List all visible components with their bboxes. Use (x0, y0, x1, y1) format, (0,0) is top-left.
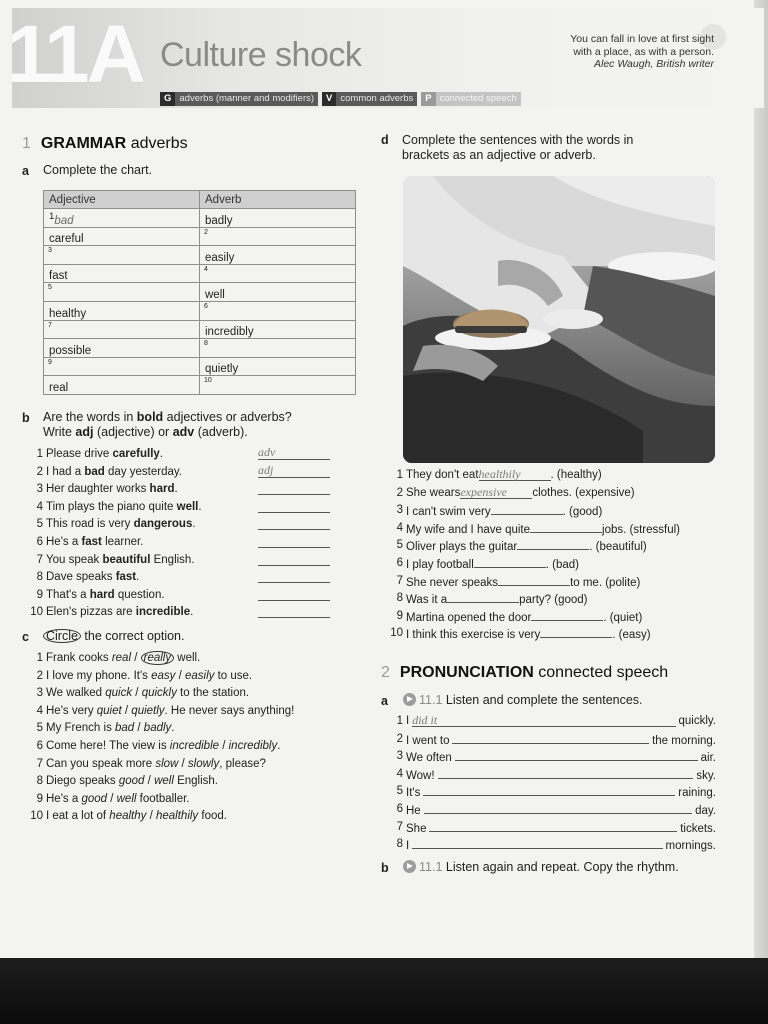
list-item (390, 731, 720, 749)
adjective-cell (44, 227, 200, 246)
answer-blank[interactable] (491, 502, 563, 515)
item-sentence: She never speaks to me. (polite) (406, 573, 640, 593)
list-item (30, 481, 340, 499)
item-sentence: Oliver plays the guitar . (beautiful) (406, 537, 647, 557)
adjective-cell (44, 376, 200, 395)
item-sentence: I love my phone. It's easy / easily to use. (46, 669, 253, 682)
adverb-cell[interactable] (200, 301, 356, 320)
option-2[interactable]: quickly (141, 687, 177, 700)
section-heading-bold: GRAMMAR (40, 135, 127, 152)
chart-row (44, 301, 356, 320)
list-item (30, 446, 340, 464)
item-sentence: She tickets. (406, 819, 716, 839)
item-number: 10 (390, 627, 403, 640)
page-title: Culture shock (160, 36, 362, 74)
item-number: 5 (396, 785, 403, 798)
adjective-cell (44, 264, 200, 283)
item-sentence: Diego speaks good / well English. (46, 775, 218, 788)
answer-blank[interactable] (531, 608, 603, 621)
item-number: 6 (396, 802, 403, 815)
item-number: 8 (36, 775, 43, 788)
item-sentence: Frank cooks real / really well. (46, 652, 201, 664)
section-1-heading (22, 135, 188, 153)
item-sentence: She wears expensive clothes. (expensive) (406, 484, 635, 499)
option-2[interactable]: slowly (187, 757, 220, 770)
adverb-cell (200, 357, 356, 376)
circle-word: Circle (43, 629, 81, 643)
adjective-text: possible (49, 344, 92, 357)
exercise-letter-b: b (22, 411, 30, 425)
list-item (390, 766, 720, 784)
row-number: 8 (204, 340, 208, 348)
item-number: 8 (396, 592, 403, 605)
list-item (30, 756, 350, 774)
list-item (390, 573, 720, 591)
item-number: 4 (396, 767, 403, 780)
example-answer: adv (258, 445, 276, 459)
tag-text: connected speech (436, 92, 521, 106)
answer-blank[interactable] (517, 537, 589, 550)
item-sentence: My French is bad / badly. (46, 722, 175, 735)
adverb-cell (200, 283, 356, 302)
item-number: 1 (36, 652, 43, 664)
answer-blank[interactable] (258, 569, 330, 583)
row-number: 2 (204, 228, 208, 236)
exercise-b-list (30, 446, 340, 622)
list-item (390, 783, 720, 801)
row-number: 10 (204, 377, 212, 385)
adjective-adverb-chart (43, 190, 356, 395)
chart-row (44, 264, 356, 283)
audio-play-icon[interactable] (403, 693, 416, 706)
answer-blank[interactable]: expensive (460, 486, 532, 499)
item-sentence: Please drive carefully. (46, 448, 163, 460)
exercise-2a-list (390, 713, 720, 854)
adverb-cell[interactable] (200, 264, 356, 283)
exercise-d-list (390, 467, 720, 643)
list-item (390, 537, 720, 555)
adjective-text: careful (49, 233, 84, 246)
row-number: 6 (204, 302, 208, 310)
item-number: 1 (396, 469, 403, 481)
answer-blank[interactable] (438, 766, 694, 779)
option-1[interactable]: healthy (109, 810, 147, 823)
item-sentence: He day. (406, 801, 716, 821)
option-1[interactable]: quick (105, 687, 133, 700)
quote-line-1: You can fall in love at first sight (570, 33, 714, 45)
item-number: 10 (30, 606, 43, 619)
item-number: 9 (36, 792, 43, 805)
item-sentence: I think this exercise is very . (easy) (406, 625, 651, 645)
option-1[interactable]: incredible (169, 739, 220, 752)
answer-blank[interactable] (447, 590, 519, 603)
exercise-b-instruction: Are the words in bold adjectives or adverbs? Write adj (adjective) or adv (adverb). (43, 410, 292, 439)
section-heading-rest: connected speech (538, 664, 669, 681)
row-number: 9 (48, 358, 52, 366)
answer-blank[interactable] (429, 819, 677, 832)
scanner-bottom-band (0, 958, 768, 1024)
answer-blank[interactable]: did it (412, 714, 675, 727)
list-item (30, 650, 350, 668)
tag-text: adverbs (manner and modifiers) (175, 92, 318, 106)
adjective-text: real (49, 381, 69, 394)
chart-row (44, 339, 356, 358)
option-2[interactable]: well (154, 775, 174, 788)
list-item (390, 748, 720, 766)
exercise-2b-instruction: 11.1 Listen again and repeat. Copy the rhythm. (403, 860, 679, 875)
item-sentence: Was it a party? (good) (406, 590, 588, 610)
list-item (30, 685, 350, 703)
quote-line-2: with a place, as with a person. (573, 45, 714, 58)
answer-blank[interactable] (424, 801, 692, 814)
item-number: 2 (36, 669, 43, 682)
exercise-2a-letter: a (381, 694, 388, 708)
list-item (390, 608, 720, 626)
item-sentence: Wow! sky. (406, 766, 716, 786)
option-2[interactable]: easily (185, 669, 215, 682)
adjective-text: fast (49, 270, 68, 283)
people-eating-burgers-photo (403, 176, 715, 463)
option-2[interactable]: badly (143, 722, 172, 735)
answer-blank[interactable] (498, 573, 570, 586)
exercise-c-list (30, 650, 350, 826)
list-item (390, 819, 720, 837)
item-number: 8 (396, 838, 403, 851)
adverb-text: easily (205, 251, 235, 264)
answer-blank[interactable] (412, 836, 662, 849)
list-item (390, 467, 720, 485)
list-item (30, 703, 350, 721)
chart-header-adjective: Adjective (44, 191, 200, 209)
item-sentence: I play football . (bad) (406, 555, 579, 575)
exercise-2b-letter: b (381, 861, 389, 875)
answer-blank[interactable] (423, 783, 675, 796)
exercise-a-instruction: Complete the chart. (43, 163, 153, 177)
item-number: 8 (36, 571, 43, 584)
row-number: 1 (49, 210, 55, 222)
tag-key: G (160, 92, 175, 106)
item-number: 5 (36, 722, 43, 735)
item-sentence: Dave speaks fast. (46, 571, 140, 584)
item-sentence: My wife and I have quite jobs. (stressful) (406, 520, 680, 540)
list-item (390, 555, 720, 573)
item-sentence: He's very quiet / quietly. He never says anything! (46, 704, 295, 717)
list-item (30, 738, 350, 756)
item-sentence: It's raining. (406, 783, 716, 803)
option-1[interactable]: real (111, 652, 132, 664)
item-number: 6 (36, 535, 43, 548)
adverb-text: well (205, 288, 225, 301)
option-1[interactable]: bad (115, 722, 135, 735)
answer-blank[interactable] (474, 555, 546, 568)
item-sentence: We walked quick / quickly to the station. (46, 687, 250, 700)
item-number: 1 (36, 448, 43, 460)
adjective-cell[interactable] (44, 357, 200, 376)
tag-grammar (160, 92, 318, 106)
adjective-cell (44, 301, 200, 320)
list-item (390, 801, 720, 819)
chart-row (44, 357, 356, 376)
item-sentence: That's a hard question. (46, 588, 165, 601)
answer-blank[interactable] (540, 625, 612, 638)
adjective-cell (44, 209, 200, 228)
tag-pronunciation (421, 92, 520, 106)
item-sentence: I went to the morning. (406, 731, 716, 751)
adverb-cell (200, 246, 356, 265)
unit-number: 11A (6, 9, 143, 100)
chart-row (44, 376, 356, 395)
item-number: 2 (396, 486, 403, 499)
item-number: 7 (36, 757, 43, 770)
list-item (390, 836, 720, 854)
tag-key: V (322, 92, 336, 106)
item-number: 3 (36, 483, 43, 496)
adverb-text: quietly (205, 363, 239, 376)
option-2[interactable]: incredibly (228, 739, 278, 752)
list-item (390, 502, 720, 520)
option-1[interactable]: good (81, 792, 108, 805)
exercise-letter-c: c (22, 630, 29, 644)
item-number: 7 (396, 574, 403, 587)
tag-key: P (421, 92, 435, 106)
row-number: 3 (48, 247, 52, 255)
adverb-text: incredibly (205, 326, 254, 339)
list-item (30, 534, 340, 552)
adjective-cell (44, 339, 200, 358)
chart-row (44, 209, 356, 228)
item-sentence: I had a bad day yesterday. (46, 465, 182, 478)
item-sentence: I mornings. (406, 836, 716, 856)
exercise-d-instruction: Complete the sentences with the words in brackets as an adjective or adverb. (402, 133, 634, 162)
row-number: 5 (48, 284, 52, 292)
item-number: 4 (36, 500, 43, 513)
list-item (30, 791, 350, 809)
item-number: 7 (36, 553, 43, 566)
audio-play-icon[interactable] (403, 860, 416, 873)
item-number: 4 (36, 704, 43, 717)
chart-row (44, 320, 356, 339)
item-number: 10 (30, 810, 43, 823)
adjective-text: healthy (49, 307, 87, 320)
option-2[interactable]: healthily (155, 810, 199, 823)
answer-blank[interactable] (530, 520, 602, 533)
item-number: 5 (396, 539, 403, 552)
item-sentence: I eat a lot of healthy / healthily food. (46, 810, 227, 823)
answer-blank[interactable] (258, 481, 330, 495)
section-2-heading (381, 664, 668, 682)
item-number: 6 (36, 739, 43, 752)
section-number: 1 (22, 135, 31, 152)
list-item (390, 520, 720, 538)
adverb-cell[interactable] (200, 227, 356, 246)
answer-blank[interactable] (258, 516, 330, 530)
exercise-letter-a: a (22, 164, 29, 178)
adverb-cell[interactable] (200, 376, 356, 395)
item-sentence: Tim plays the piano quite well. (46, 500, 202, 513)
item-number: 6 (396, 556, 403, 569)
list-item (390, 713, 720, 731)
track-number: 11.1 (419, 860, 443, 874)
option-1[interactable]: quiet (96, 704, 122, 717)
answer-blank[interactable] (258, 499, 330, 513)
answer-blank[interactable]: healthily (479, 468, 551, 481)
list-item (30, 604, 340, 622)
adjective-cell[interactable] (44, 283, 200, 302)
example-answer: bad (54, 214, 74, 227)
item-number: 3 (36, 687, 43, 700)
chart-header-row (44, 191, 356, 209)
item-number: 1 (396, 715, 403, 727)
answer-blank[interactable] (455, 748, 698, 761)
adverb-text: badly (205, 214, 233, 227)
exercise-2a-instruction: 11.1 Listen and complete the sentences. (403, 693, 643, 708)
option-2[interactable]: really (141, 651, 174, 665)
item-number: 9 (36, 588, 43, 601)
item-sentence: He's a fast learner. (46, 535, 144, 548)
list-item (30, 499, 340, 517)
option-2[interactable]: quietly (131, 704, 165, 717)
row-number: 4 (204, 265, 208, 273)
answer-blank[interactable] (258, 587, 330, 601)
list-item (390, 625, 720, 643)
item-number: 2 (36, 465, 43, 478)
adverb-cell[interactable] (200, 339, 356, 358)
item-number: 3 (396, 750, 403, 763)
item-sentence: I can't swim very . (good) (406, 502, 602, 522)
chart-row (44, 283, 356, 302)
exercise-letter-d: d (381, 133, 389, 147)
item-sentence: Elen's pizzas are incredible. (46, 606, 194, 619)
section-heading-rest: adverbs (130, 135, 188, 152)
list-item (30, 552, 340, 570)
item-sentence: I did it quickly. (406, 713, 716, 727)
item-number: 2 (396, 732, 403, 745)
list-item (30, 516, 340, 534)
list-item (30, 464, 340, 482)
item-sentence: Her daughter works hard. (46, 483, 178, 496)
chart-row (44, 246, 356, 265)
row-number: 7 (48, 321, 52, 329)
chart-header-adverb: Adverb (200, 191, 356, 209)
option-1[interactable]: easy (151, 669, 176, 682)
adjective-cell[interactable] (44, 320, 200, 339)
page-edge-shadow (754, 0, 768, 960)
item-number: 4 (396, 521, 403, 534)
option-1[interactable]: slow (155, 757, 179, 770)
list-item (30, 587, 340, 605)
topic-tags (160, 92, 521, 106)
section-number: 2 (381, 664, 390, 681)
chart-row (44, 227, 356, 246)
adverb-cell (200, 320, 356, 339)
section-heading-bold: PRONUNCIATION (399, 664, 534, 681)
item-sentence: Martina opened the door . (quiet) (406, 608, 642, 628)
list-item (390, 485, 720, 503)
quote-author: Alec Waugh, British writer (593, 58, 714, 70)
answer-blank[interactable] (258, 534, 330, 548)
list-item (30, 808, 350, 826)
example-answer: adj (258, 462, 274, 477)
item-sentence: This road is very dangerous. (46, 518, 196, 531)
list-item (30, 773, 350, 791)
answer-blank[interactable] (258, 552, 330, 566)
item-number: 9 (396, 609, 403, 622)
item-sentence: Come here! The view is incredible / incredibly. (46, 739, 281, 752)
tag-vocabulary (322, 92, 417, 106)
list-item (390, 590, 720, 608)
item-number: 3 (396, 504, 403, 517)
list-item (30, 569, 340, 587)
list-item (30, 668, 350, 686)
item-sentence: You speak beautiful English. (46, 553, 195, 566)
tag-text: common adverbs (336, 92, 417, 106)
exercise-c-instruction: Circle the correct option. (43, 629, 184, 644)
answer-blank[interactable] (452, 731, 649, 744)
item-sentence: They don't eat healthily . (healthy) (406, 467, 602, 481)
item-sentence: He's a good / well footballer. (46, 792, 190, 805)
adverb-cell (200, 209, 356, 228)
item-number: 7 (396, 820, 403, 833)
item-number: 5 (36, 518, 43, 531)
adjective-cell[interactable] (44, 246, 200, 265)
item-sentence: Can you speak more slow / slowly, please? (46, 757, 266, 770)
track-number: 11.1 (419, 693, 443, 707)
epigraph-quote (530, 33, 714, 71)
item-sentence: We often air. (406, 748, 716, 768)
option-1[interactable]: good (118, 775, 145, 788)
option-2[interactable]: well (116, 792, 137, 805)
list-item (30, 720, 350, 738)
answer-blank[interactable] (258, 604, 330, 618)
